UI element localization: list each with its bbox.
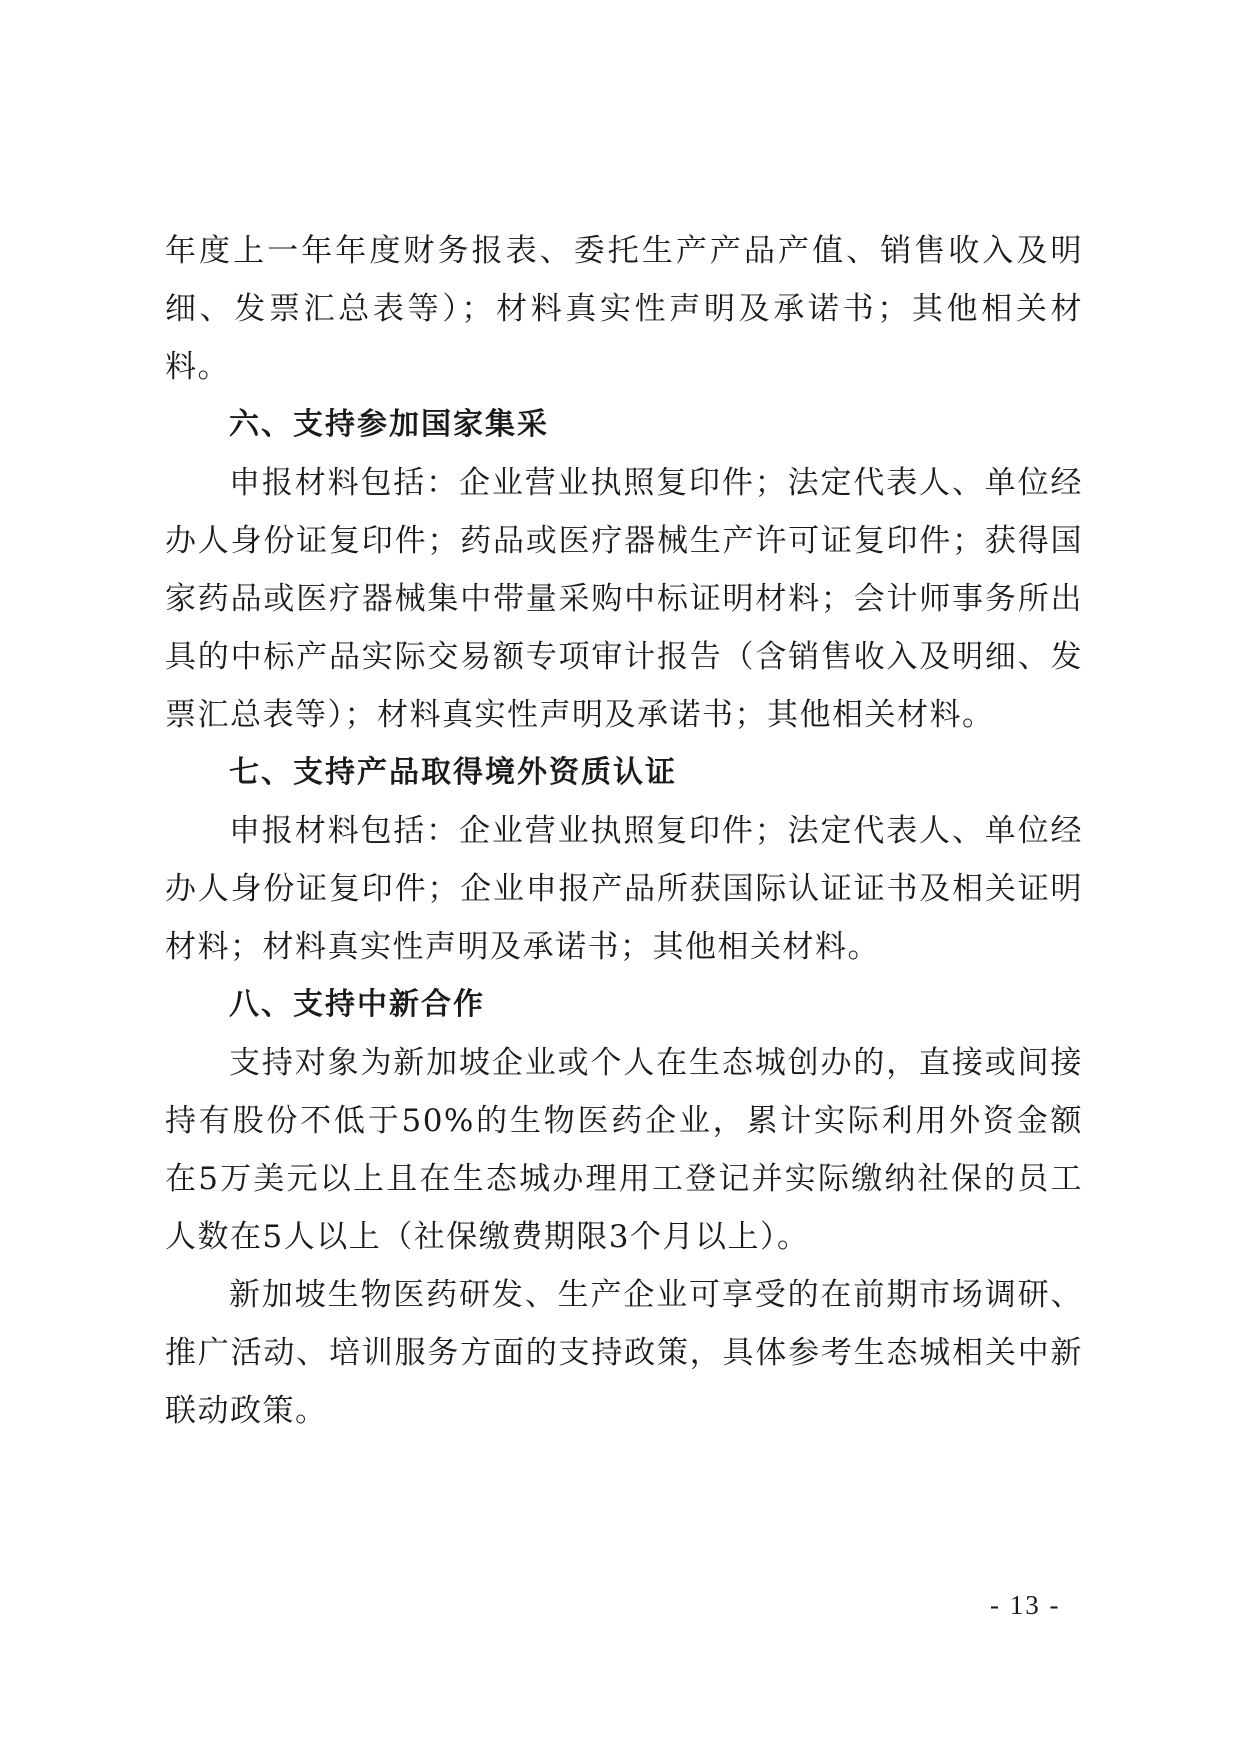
page-number: - 13 - xyxy=(990,1590,1061,1620)
paragraph-section-8-a: 支持对象为新加坡企业或个人在生态城创办的，直接或间接持有股份不低于50%的生物医药企业，累计实际利用外资金额在5万美元以上且在生态城办理用工登记并实际缴纳社保的员工人数在5人以上（社保缴费期限3个月以上）。 xyxy=(165,1045,1083,1255)
section-heading-6: 六、支持参加国家集采 xyxy=(229,407,549,442)
paragraph-section-7: 申报材料包括：企业营业执照复印件；法定代表人、单位经办人身份证复印件；企业申报产品所获国际认证证书及相关证明材料；材料真实性声明及承诺书；其他相关材料。 xyxy=(165,813,1083,965)
document-body xyxy=(165,222,1083,1440)
section-heading-8: 八、支持中新合作 xyxy=(229,987,485,1022)
section-heading-7: 七、支持产品取得境外资质认证 xyxy=(229,755,677,790)
paragraph-section-6: 申报材料包括：企业营业执照复印件；法定代表人、单位经办人身份证复印件；药品或医疗器械生产许可证复印件；获得国家药品或医疗器械集中带量采购中标证明材料；会计师事务所出具的中标产品实际交易额专项审计报告（含销售收入及明细、发票汇总表等）；材料真实性声明及承诺书；其他相关材料。 xyxy=(165,465,1083,733)
paragraph-section-8-b: 新加坡生物医药研发、生产企业可享受的在前期市场调研、推广活动、培训服务方面的支持政策，具体参考生态城相关中新联动政策。 xyxy=(165,1277,1083,1429)
paragraph-continuation: 年度上一年年度财务报表、委托生产产品产值、销售收入及明细、发票汇总表等）；材料真实性声明及承诺书；其他相关材料。 xyxy=(165,233,1083,385)
